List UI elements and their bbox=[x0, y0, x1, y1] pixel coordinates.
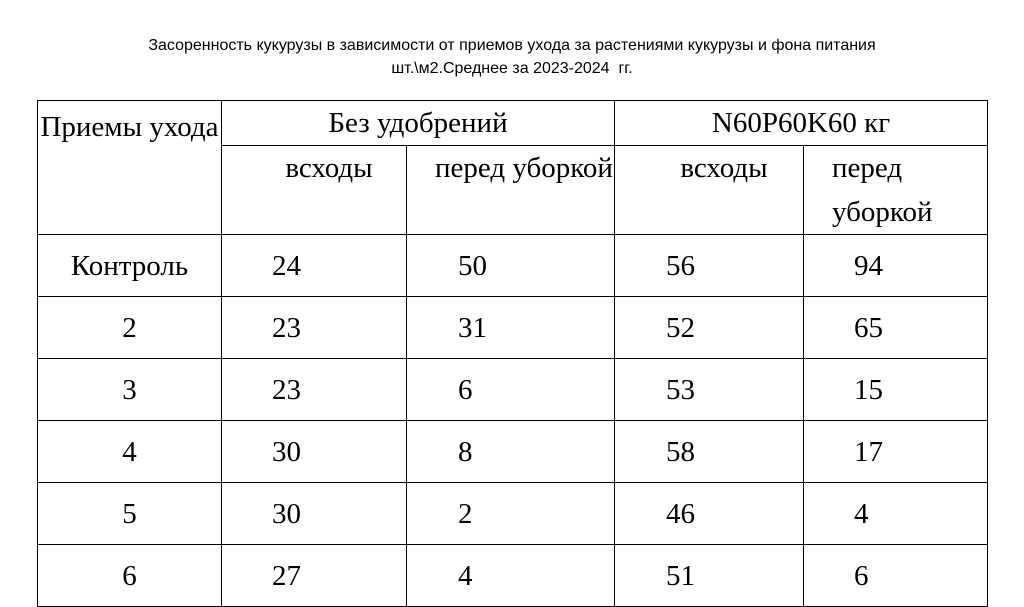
row-method: 3 bbox=[38, 359, 222, 421]
cell-value: 65 bbox=[804, 297, 988, 359]
table-row bbox=[38, 545, 988, 607]
cell-value: 52 bbox=[615, 297, 804, 359]
table-row bbox=[38, 421, 988, 483]
cell-value: 50 bbox=[407, 235, 615, 297]
cell-value: 6 bbox=[804, 545, 988, 607]
table-row bbox=[38, 483, 988, 545]
cell-value: 23 bbox=[222, 297, 407, 359]
row-method: 2 bbox=[38, 297, 222, 359]
cell-value: 53 bbox=[615, 359, 804, 421]
cell-value: 23 bbox=[222, 359, 407, 421]
cell-value: 17 bbox=[804, 421, 988, 483]
cell-value: 27 bbox=[222, 545, 407, 607]
cell-value: 58 bbox=[615, 421, 804, 483]
cell-value: 4 bbox=[407, 545, 615, 607]
subheader-emergence: всходы bbox=[615, 146, 804, 235]
cell-value: 30 bbox=[222, 483, 407, 545]
table-row bbox=[38, 359, 988, 421]
title-line-1: Засоренность кукурузы в зависимости от приемов ухода за растениями кукурузы и фона питания bbox=[148, 37, 876, 54]
cell-value: 51 bbox=[615, 545, 804, 607]
cell-value: 15 bbox=[804, 359, 988, 421]
cell-value: 46 bbox=[615, 483, 804, 545]
weed-infestation-table bbox=[37, 100, 988, 607]
subheader-emergence: всходы bbox=[222, 146, 407, 235]
group-header-no-fertilizer: Без удобрений bbox=[222, 101, 615, 146]
title-line-2: шт.\м2.Среднее за 2023-2024 гг. bbox=[391, 60, 633, 77]
cell-value: 56 bbox=[615, 235, 804, 297]
slide-title bbox=[0, 34, 1024, 80]
row-method: 5 bbox=[38, 483, 222, 545]
cell-value: 4 bbox=[804, 483, 988, 545]
cell-value: 31 bbox=[407, 297, 615, 359]
subheader-before-harvest: перед уборкой bbox=[407, 146, 615, 235]
subheader-before-harvest: перед уборкой bbox=[804, 146, 988, 235]
methods-header: Приемы ухода bbox=[38, 101, 222, 235]
table-row bbox=[38, 235, 988, 297]
row-method: Контроль bbox=[38, 235, 222, 297]
cell-value: 2 bbox=[407, 483, 615, 545]
cell-value: 30 bbox=[222, 421, 407, 483]
table-row bbox=[38, 297, 988, 359]
cell-value: 8 bbox=[407, 421, 615, 483]
cell-value: 94 bbox=[804, 235, 988, 297]
cell-value: 24 bbox=[222, 235, 407, 297]
group-header-npk: N60P60K60 кг bbox=[615, 101, 988, 146]
row-method: 6 bbox=[38, 545, 222, 607]
cell-value: 6 bbox=[407, 359, 615, 421]
row-method: 4 bbox=[38, 421, 222, 483]
